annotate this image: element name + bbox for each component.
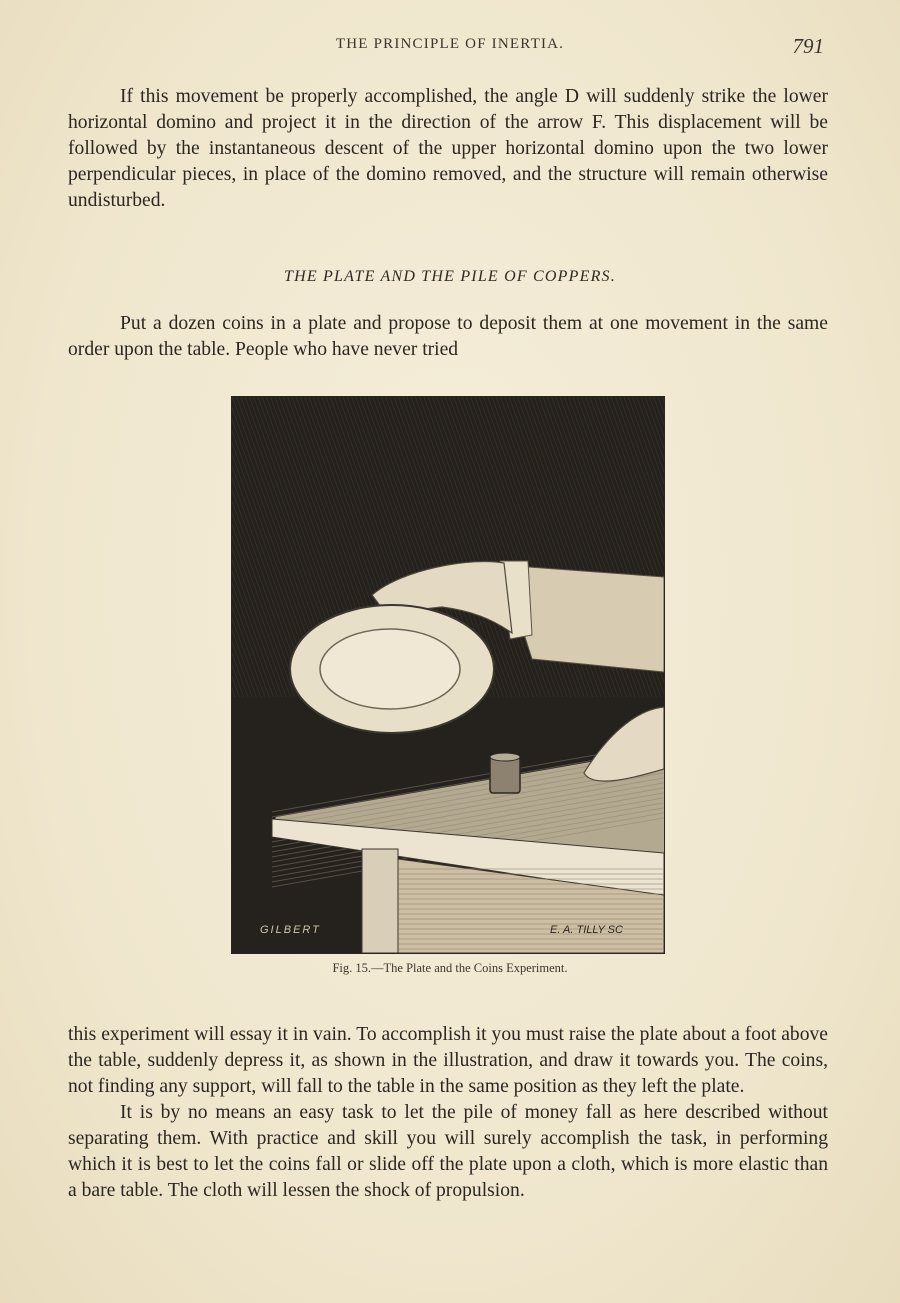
- paragraph-text: this experiment will essay it in vain. To accomplish it you must raise the plate about a foot above the table, suddenly depress it, as shown in the illustration, and draw it towards you. The coins, not finding any support, will fall to the table in the same position as they left the plate.: [68, 1024, 828, 1097]
- paragraph-continuation: [68, 1022, 828, 1204]
- paragraph-text: Put a dozen coins in a plate and propose to deposit them at one movement in the same order upon the table. People who have never tried: [68, 313, 828, 360]
- engraving-illustration: [231, 396, 665, 954]
- running-title: THE PRINCIPLE OF INERTIA.: [335, 36, 565, 52]
- engraver-signature-left: GILBERT: [260, 924, 321, 936]
- paragraph-domino-result: [68, 84, 828, 214]
- engraver-signature-right: E. A. TILLY SC: [550, 924, 623, 936]
- figure-caption: Fig. 15.—The Plate and the Coins Experiment.: [332, 961, 568, 975]
- running-header: [0, 36, 900, 60]
- engraving-plate-hand-image: [232, 397, 664, 953]
- paragraph-text: It is by no means an easy task to let the pile of money fall as here described without separating them. With practice and skill you will surely accomplish the task, in performing which it is best to let the coins fall or slide off the plate upon a cloth, which is more elastic than a bare table. The cloth will lessen the shock of propulsion.: [68, 1102, 828, 1201]
- page-number: 791: [792, 34, 824, 58]
- paragraph-text: If this movement be properly accomplished, the angle D will suddenly strike the lower horizontal domino and project it in the direction of the arrow F. This displacement will be followed by the instantaneous descent of the upper horizontal domino upon the two lower perpendicular pieces, in place of the domino removed, and the structure will remain otherwise undisturbed.: [68, 86, 828, 211]
- paragraph-intro: [68, 311, 828, 363]
- section-heading: THE PLATE AND THE PILE OF COPPERS.: [284, 268, 616, 285]
